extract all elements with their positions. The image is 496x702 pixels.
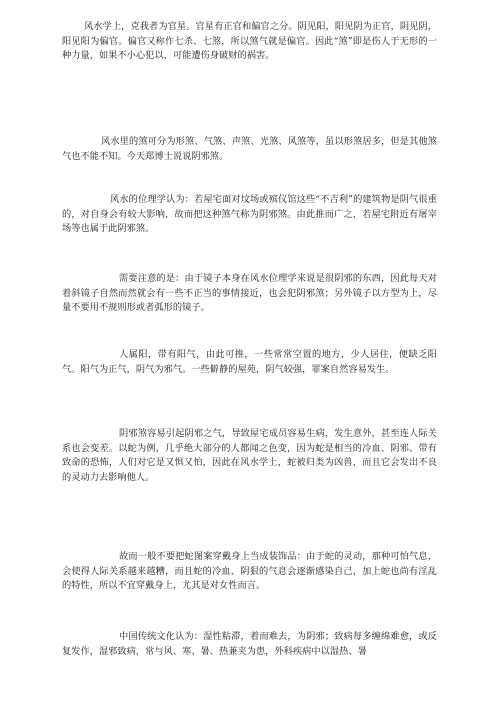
paragraph-1: 风水学上，克我者为官星。官星有正官和偏官之分。阴见阳，阳见阴为正官，阴见阴，阳见阳为偏官。偏官又称作七杀、七煞，所以煞气就是偏官。因此“煞”即是伤人于无形的一种力量，如果不小心犯以，可能遭伤身破财的祸害。 — [62, 21, 437, 62]
paragraph-8: 中国传统文化认为：湿性粘滞，着而难去，为阴邪；致病每多缠绵难愈，或反复发作，湿邪致病，常与风、寒、暑、热兼夹为患，外科疾病中以湿热、暑 — [62, 631, 437, 657]
paragraph-3: 风水的位理学认为：若屋宅面对坟场或殡仪馆这些“不吉利”的建筑物是阴气很重的，对自身会有较大影响，故而把这种煞气称为阴邪煞。由此推而广之，若屋宅附近有屠宰场等也属于此阴邪煞。 — [62, 194, 437, 235]
paragraph-6: 阴邪煞容易引起阴邪之气，导致屋宅成员容易生病，发生意外，甚至连人际关系也会变差。以蛇为例，几乎绝大部分的人都闻之色变，因为蛇是相当的冷血、阴邪、带有致命的恐怖，人们对它是又惧又怕，因此在风水学上，蛇被归类为凶兽，而且它会发出不良的灵动力去影响他人。 — [62, 428, 437, 484]
paragraph-7: 故而一般不要把蛇图案穿戴身上当成装饰品：由于蛇的灵动，那种可怕气息，会使得人际关系越来越糟，而且蛇的冷血、阴狠的气息会逐渐感染自己，加上蛇也尚有淫乱的特性，所以不宜穿戴身上，尤其是对女性而言。 — [62, 551, 437, 592]
paragraph-5: 人属阳，带有阳气，由此可推，一些常常空置的地方，少人居住，便缺乏阳气。阳气为正气，阴气为邪气。一些僻静的屋苑，阴气较强，罪案自然容易发生。 — [62, 349, 437, 375]
paragraph-4: 需要注意的是：由于镜子本身在风水位理学来说是很阴邪的东西，因此每天对着斜镜子自然而然就会有一些不正当的事情接近，也会犯阴邪煞；另外镜子以方型为上，尽量不要用不规则形或者弧形的镜子。 — [62, 273, 437, 314]
paragraph-2: 风水里的煞可分为形煞、气煞、声煞、光煞、风煞等，虽以形煞居多，但是其他煞气也不能不知。今天郑博士说说阴邪煞。 — [62, 136, 437, 162]
